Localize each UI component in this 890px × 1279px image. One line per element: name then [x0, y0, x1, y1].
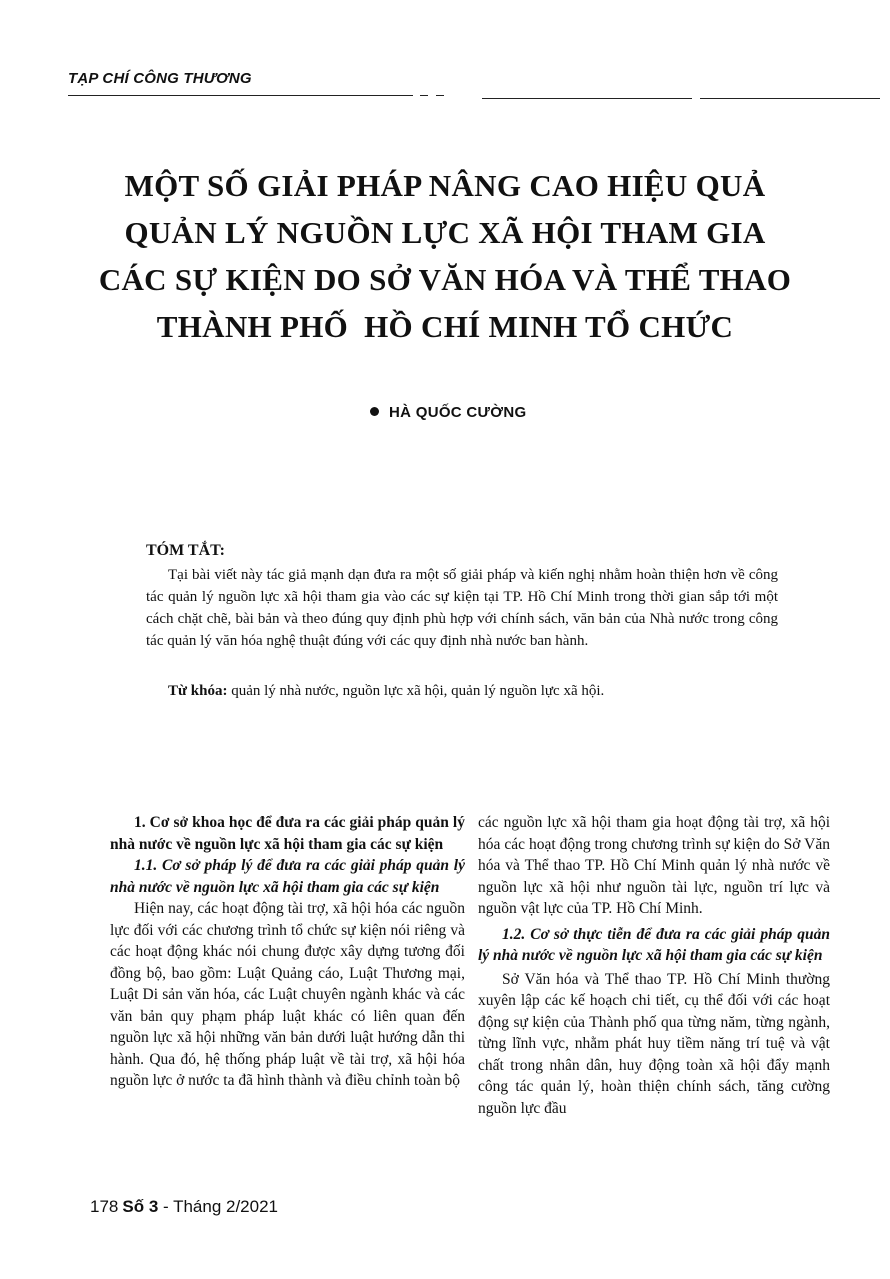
author-name: HÀ QUỐC CƯỜNG — [389, 404, 527, 421]
journal-name: TẠP CHÍ CÔNG THƯƠNG — [68, 70, 252, 87]
header-rule-left — [68, 95, 413, 96]
title-line: THÀNH PHỐ HỒ CHÍ MINH TỔ CHỨC — [156, 309, 734, 344]
title-line: CÁC SỰ KIỆN DO SỞ VĂN HÓA VÀ THỂ THAO — [98, 262, 792, 297]
section-1-2-paragraph: Sở Văn hóa và Thể thao TP. Hồ Chí Minh thường xuyên lập các kế hoạch chi tiết, cụ thể đối với các hoạt động sự kiện của Thành phố qua từng năm, từng ngành, từng lĩnh vực, nhằm phát huy tiềm năng trí tuệ và vật chất trong nhân dân, huy động toàn xã hội đẩy mạnh công tác quản lý, hoàn thiện chính sách, tăng cường nguồn lực đầu — [478, 970, 830, 1117]
left-column — [110, 812, 465, 1092]
abstract-body: Tại bài viết này tác giả mạnh dạn đưa ra một số giải pháp và kiến nghị nhằm hoàn thiện hơn về công tác quản lý nguồn lực xã hội tham gia vào các sự kiện tại TP. Hồ Chí Minh trong thời gian sắp tới một cách chặt chẽ, bài bản và theo đúng quy định phù hợp với chính sách, văn bản của Nhà nước trong công tác quản lý văn hóa nghệ thuật đúng với các quy định nhà nước ban hành. — [146, 567, 778, 649]
page-footer — [90, 1197, 278, 1217]
header-rule-right — [700, 98, 880, 99]
page-number: 178 — [90, 1197, 119, 1216]
right-column — [478, 812, 830, 1119]
abstract-heading: TÓM TẮT: — [146, 542, 225, 559]
bullet-icon — [370, 407, 379, 416]
section-1-1-heading: 1.1. Cơ sở pháp lý để đưa ra các giải pháp quản lý nhà nước về nguồn lực xã hội tham gia các sự kiện — [110, 857, 465, 896]
issue-number: Số 3 — [122, 1197, 159, 1216]
issue-date: - Tháng 2/2021 — [158, 1197, 279, 1216]
section-1-2-heading: 1.2. Cơ sở thực tiễn để đưa ra các giải pháp quản lý nhà nước về nguồn lực xã hội tham gia các sự kiện — [478, 925, 830, 964]
article-title — [70, 162, 820, 350]
keywords-label: Từ khóa: — [168, 683, 228, 699]
title-line: QUẢN LÝ NGUỒN LỰC XÃ HỘI THAM GIA — [124, 215, 766, 250]
header-rule-dash-2 — [436, 95, 444, 96]
keywords-text: quản lý nhà nước, nguồn lực xã hội, quản lý nguồn lực xã hội. — [227, 683, 605, 699]
keywords — [168, 680, 778, 702]
section-1-heading: 1. Cơ sở khoa học để đưa ra các giải pháp quản lý nhà nước về nguồn lực xã hội tham gia các sự kiện — [110, 814, 465, 853]
header-rule-dash-1 — [420, 95, 428, 96]
section-1-1-paragraph-continued: các nguồn lực xã hội tham gia hoạt động tài trợ, xã hội hóa các hoạt động trong chương trình sự kiện do Sở Văn hóa và Thể thao TP. Hồ Chí Minh quản lý nhà nước về nguồn lực xã hội như nguồn tài lực, nguồn trí lực và nguồn vật lực của TP. Hồ Chí Minh. — [478, 814, 830, 917]
title-line: MỘT SỐ GIẢI PHÁP NÂNG CAO HIỆU QUẢ — [124, 168, 766, 203]
header-rule-middle — [482, 98, 692, 99]
section-1-1-paragraph: Hiện nay, các hoạt động tài trợ, xã hội hóa các nguồn lực đối với các chương trình tổ chức sự kiện nói riêng và các hoạt động khác nói chung được xây dựng tương đối đồng bộ, bao gồm: Luật Quảng cáo, Luật Thương mại, Luật Di sản văn hóa, các Luật chuyên ngành khác và các văn bản quy phạm pháp luật khác có liên quan đến nguồn lực xã hội những văn bản dưới luật hướng dẫn thi hành. Qua đó, hệ thống pháp luật về tài trợ, xã hội hóa nguồn lực ở nước ta đã hình thành và điều chỉnh toàn bộ — [110, 900, 465, 1089]
author-line — [370, 404, 526, 421]
